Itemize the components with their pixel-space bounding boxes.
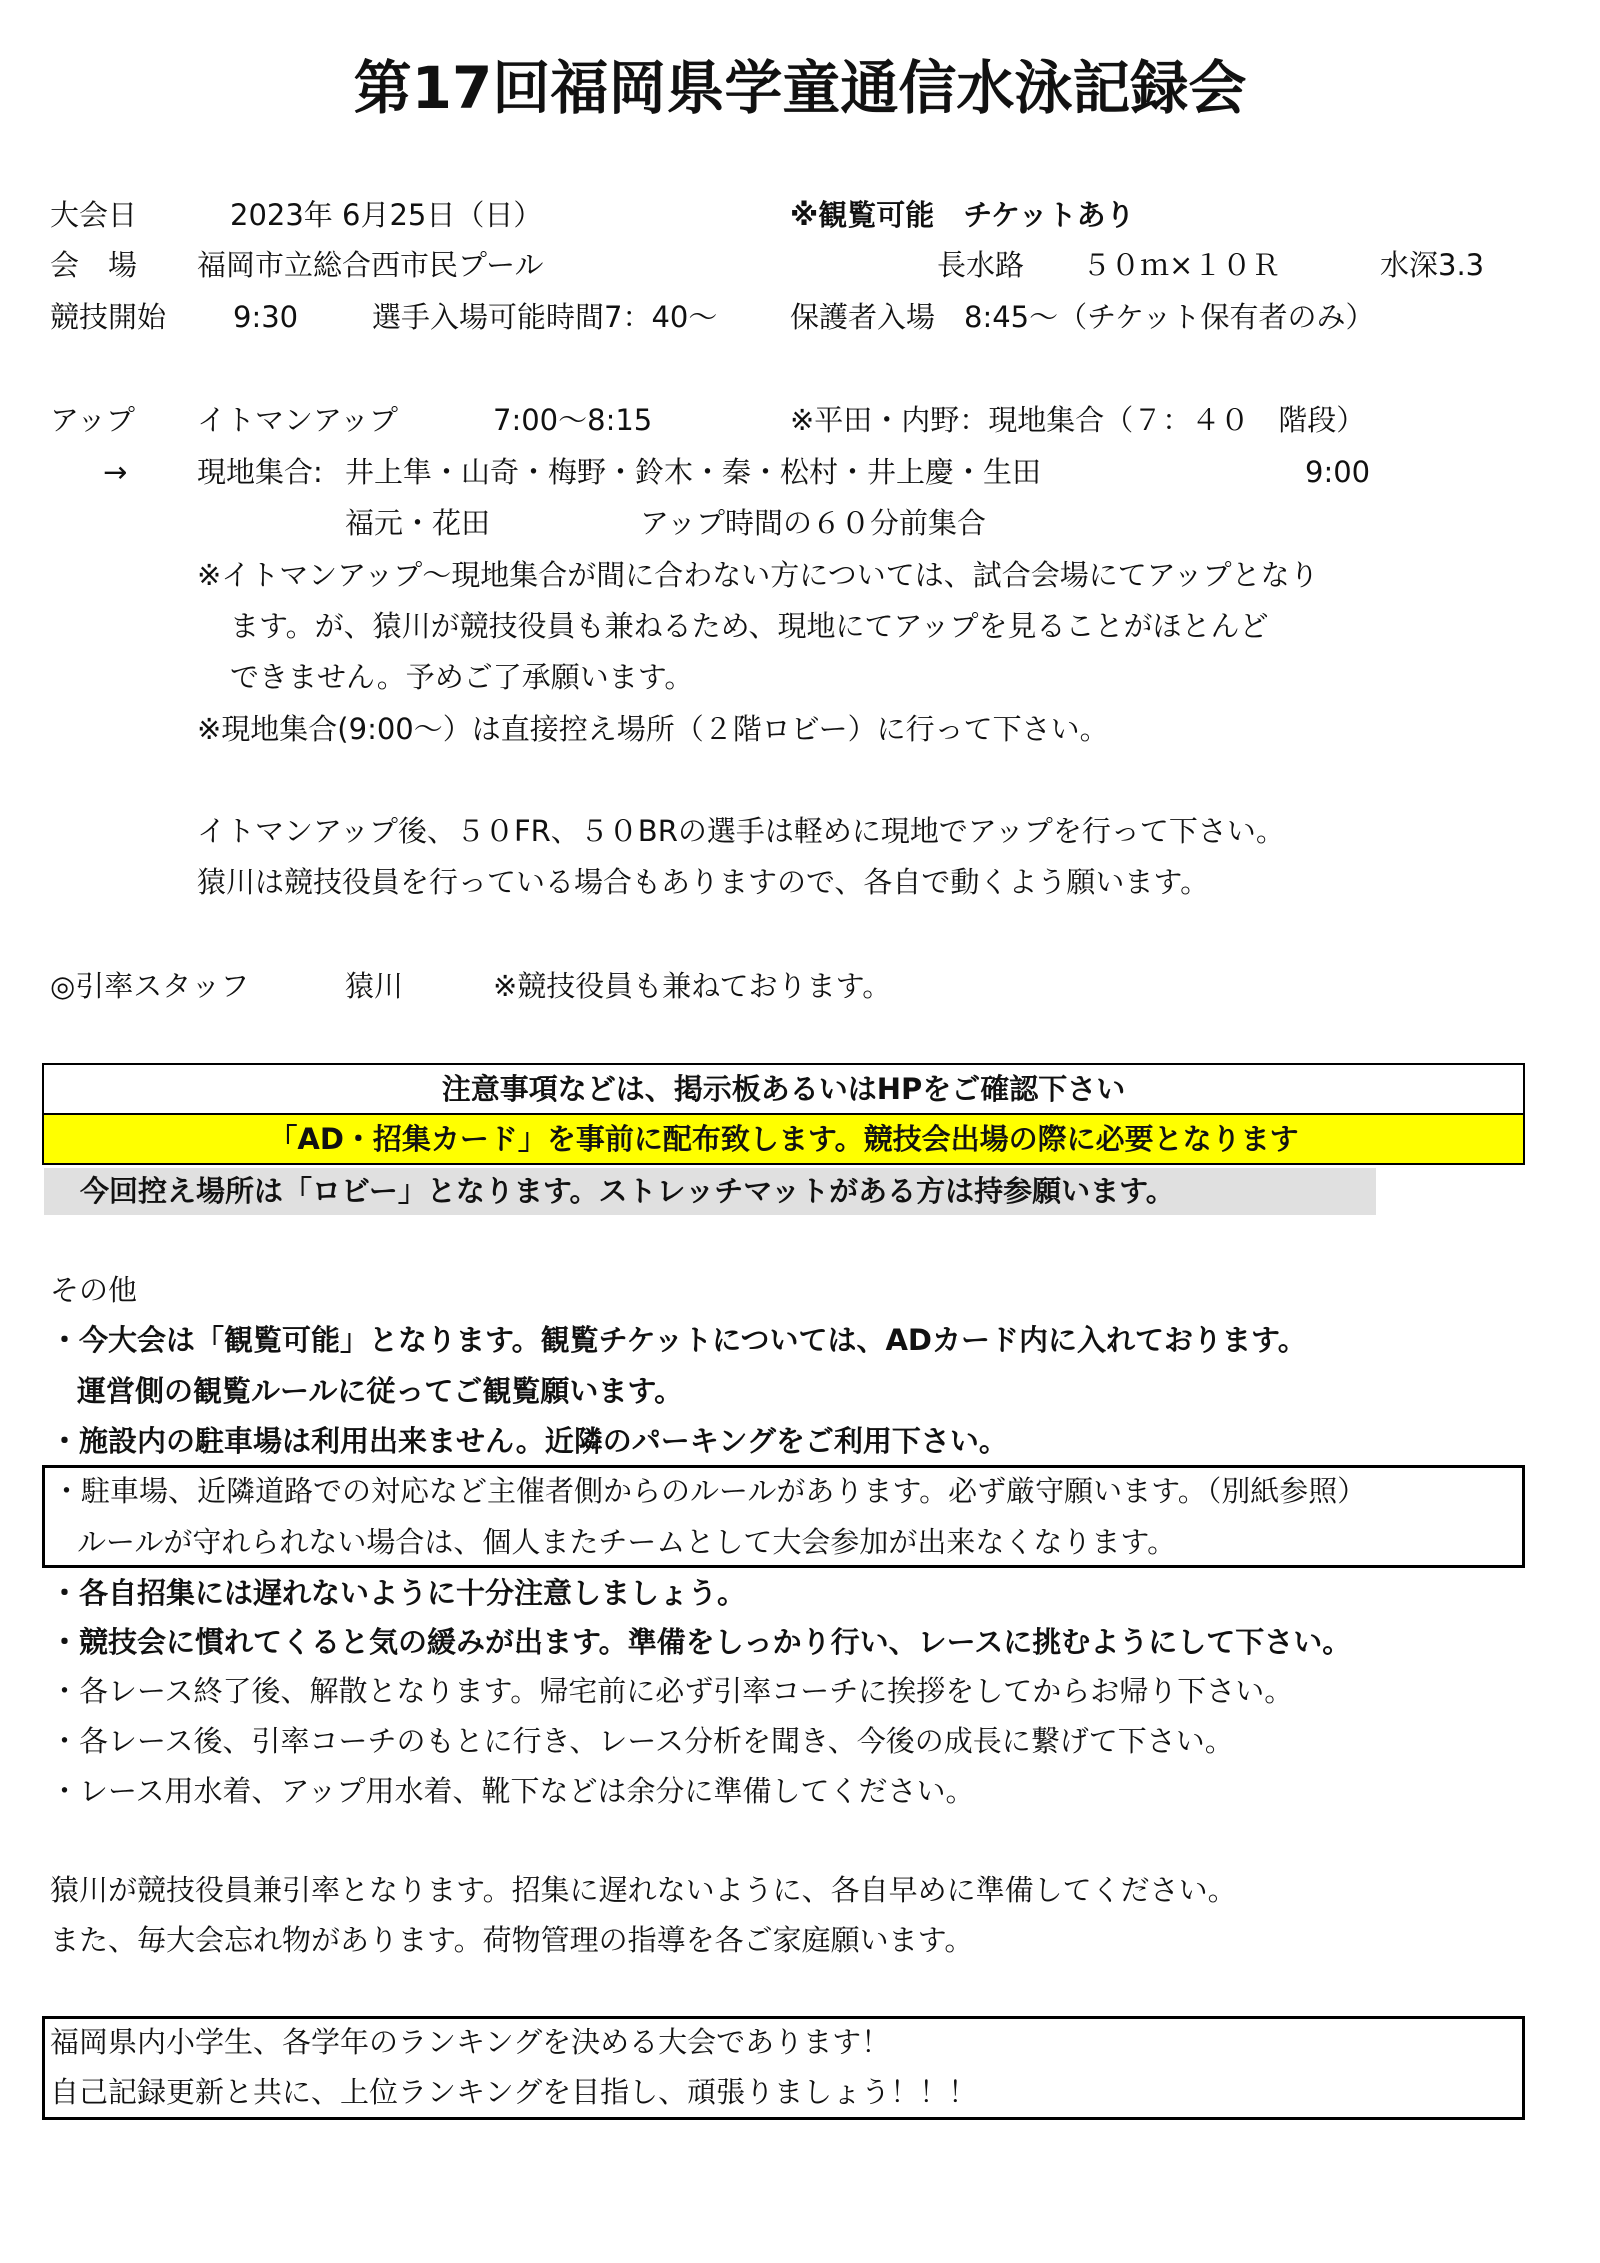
warmup-notice-4: ※現地集合(9:00～）は直接控え場所（２階ロビー）に行って下さい。 — [197, 712, 1109, 746]
final-line-2: 自己記録更新と共に、上位ランキングを目指し、頑張りましょう！！！ — [50, 2075, 978, 2109]
onsite-note: アップ時間の６０分前集合 — [640, 506, 986, 540]
arrow-icon: → — [103, 455, 128, 489]
other-item-5: ・競技会に慣れてくると気の緩みが出ます。準備をしっかり行い、レースに挑むようにして下さい。 — [50, 1625, 1352, 1659]
staff-label: ◎引率スタッフ — [50, 969, 250, 1003]
warmup-notice-3: できません。予めご了承願います。 — [230, 660, 694, 694]
warmup-notice-2: ます。が、猿川が競技役員も兼ねるため、現地にてアップを見ることがほとんど — [230, 609, 1269, 643]
closing-line-2: また、毎大会忘れ物があります。荷物管理の指導を各ご家庭願います。 — [50, 1923, 974, 1957]
date-value: 2023年 6月25日（日） — [230, 198, 543, 232]
date-label: 大会日 — [50, 198, 138, 232]
other-item-1b: 運営側の観覧ルールに従ってご観覧願います。 — [77, 1374, 684, 1408]
other-item-2: ・施設内の駐車場は利用出来ません。近隣のパーキングをご利用下さい。 — [50, 1424, 1008, 1458]
onsite-time: 9:00 — [1305, 455, 1371, 489]
other-item-4: ・各自招集には遅れないように十分注意しましょう。 — [50, 1576, 747, 1610]
page-title: 第17回福岡県学童通信水泳記録会 — [353, 54, 1247, 122]
pool-spec: 長水路 ５０ｍ×１０Ｒ — [937, 248, 1281, 282]
other-item-3a: ・駐車場、近隣道路での対応など主催者側からのルールがあります。必ず厳守願います。（別紙参照） — [52, 1474, 1367, 1508]
notice-line-1: 注意事項などは、掲示板あるいはHPをご確認下さい — [441, 1072, 1126, 1106]
warmup-notice-1: ※イトマンアップ～現地集合が間に合わない方については、試合会場にてアップとなり — [197, 558, 1319, 592]
venue-label: 会 場 — [50, 248, 138, 282]
other-item-3b: ルールが守れられない場合は、個人またチームとして大会参加が出来なくなります。 — [77, 1525, 1177, 1559]
after-warmup-1: イトマンアップ後、５０FR、５０BRの選手は軽めに現地でアップを行って下さい。 — [197, 814, 1285, 848]
pool-depth: 水深3.3 — [1380, 248, 1485, 282]
other-item-1a: ・今大会は「観覧可能」となります。観覧チケットについては、ADカード内に入れております。 — [50, 1323, 1307, 1357]
start-time: 9:30 — [233, 300, 299, 334]
notice-line-3: 今回控え場所は「ロビー」となります。ストレッチマットがある方は持参願います。 — [80, 1174, 1175, 1208]
final-line-1: 福岡県内小学生、各学年のランキングを決める大会であります！ — [50, 2025, 891, 2059]
start-label: 競技開始 — [50, 300, 167, 334]
other-heading: その他 — [50, 1273, 138, 1307]
warmup-time: 7:00～8:15 — [493, 403, 653, 437]
warmup-place: イトマンアップ — [197, 403, 398, 437]
after-warmup-2: 猿川は競技役員を行っている場合もありますので、各自で動くよう願います。 — [197, 865, 1210, 899]
venue-value: 福岡市立総合西市民プール — [197, 248, 544, 282]
other-item-7: ・各レース後、引率コーチのもとに行き、レース分析を聞き、今後の成長に繋げて下さい。 — [50, 1724, 1234, 1758]
other-item-8: ・レース用水着、アップ用水着、靴下などは余分に準備してください。 — [50, 1774, 975, 1808]
staff-note: ※競技役員も兼ねております。 — [493, 969, 892, 1003]
closing-line-1: 猿川が競技役員兼引率となります。招集に遅れないように、各自早めに準備してください。 — [50, 1873, 1237, 1907]
viewing-note: ※観覧可能 チケットあり — [790, 198, 1135, 232]
onsite-names-1: 井上隼・山奇・梅野・鈴木・秦・松村・井上慶・生田 — [345, 455, 1042, 489]
athlete-entry: 選手入場可能時間7：40～ — [372, 300, 718, 334]
warmup-note: ※平田・内野：現地集合（７：４０ 階段） — [790, 403, 1366, 437]
onsite-names-2: 福元・花田 — [345, 506, 491, 540]
guardian-entry: 保護者入場 8:45～（チケット保有者のみ） — [790, 300, 1375, 334]
other-item-6: ・各レース終了後、解散となります。帰宅前に必ず引率コーチに挨拶をしてからお帰り下さい。 — [50, 1674, 1294, 1708]
staff-name: 猿川 — [345, 969, 404, 1003]
warmup-label: アップ — [50, 403, 135, 437]
onsite-label: 現地集合: — [197, 455, 323, 489]
notice-line-2: 「AD・招集カード」を事前に配布致します。競技会出場の際に必要となります — [268, 1122, 1299, 1156]
